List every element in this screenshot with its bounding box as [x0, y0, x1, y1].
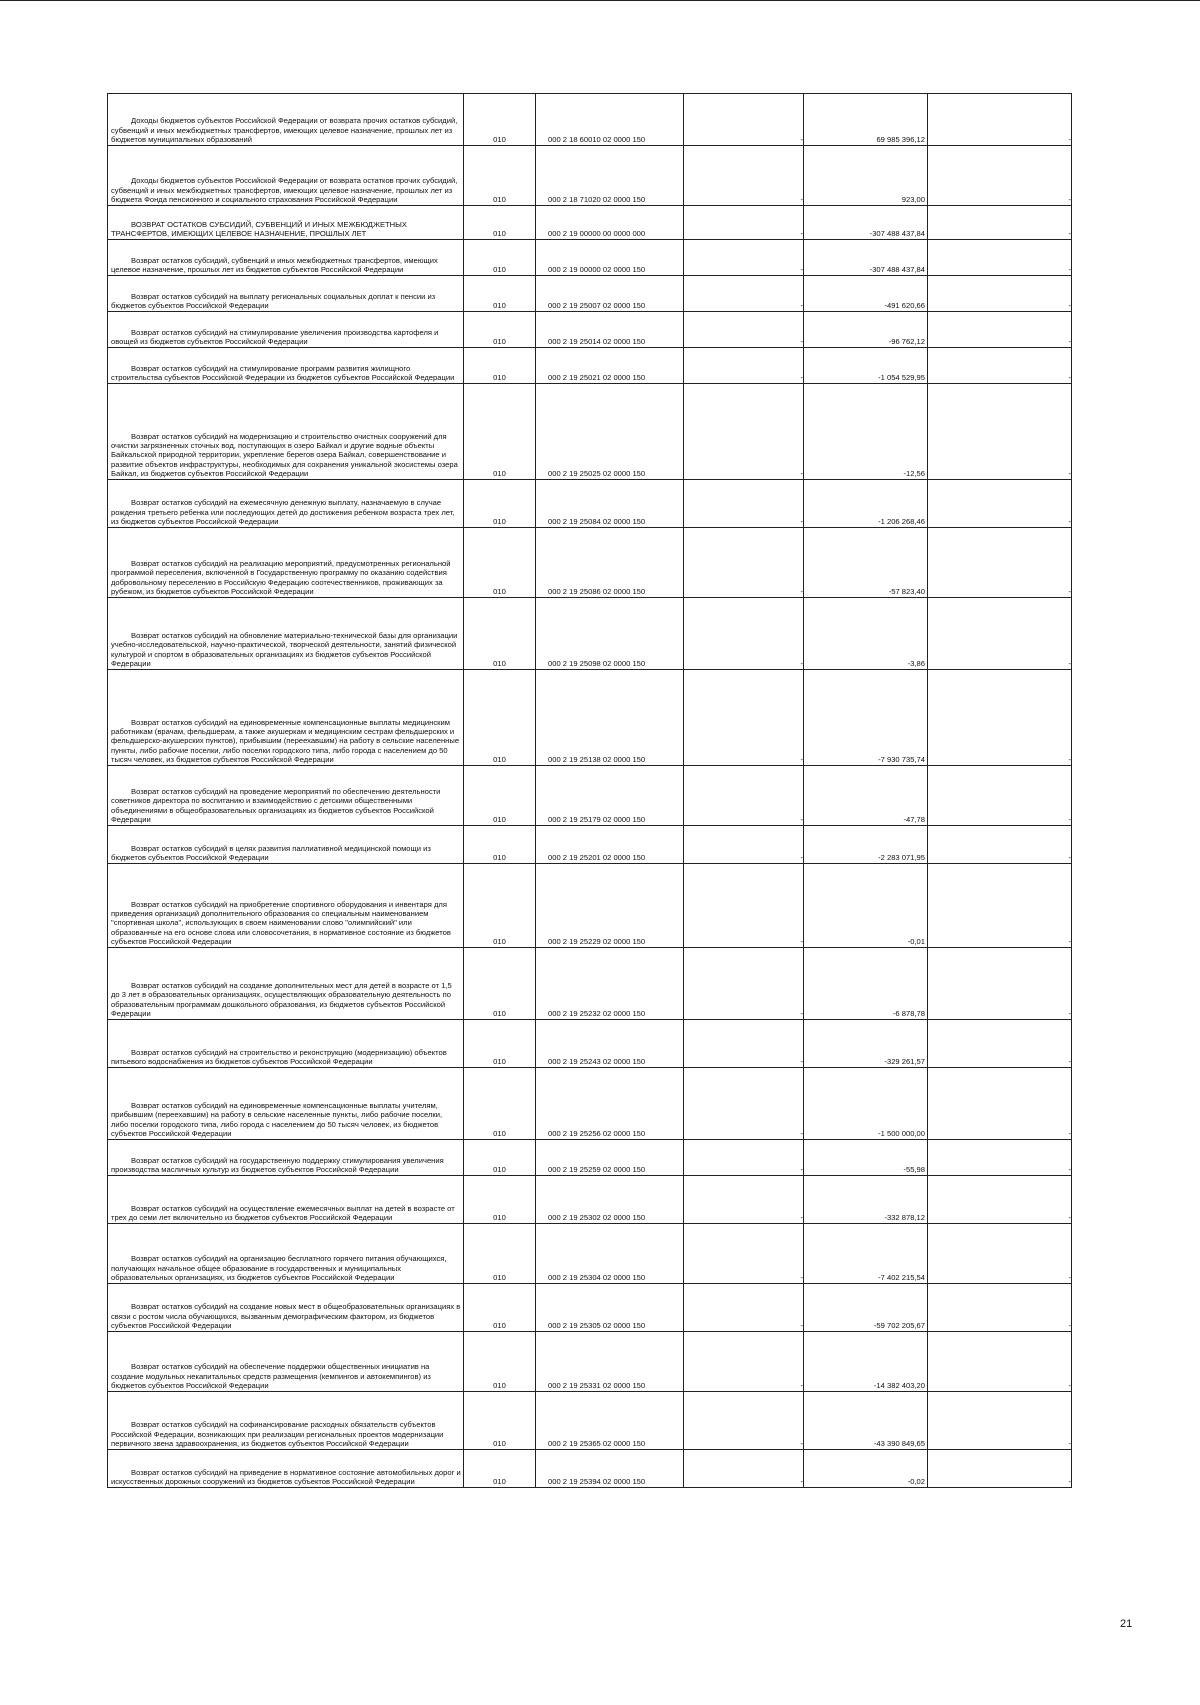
row-unexecuted-amount: -: [928, 1332, 1072, 1392]
row-description-text: Возврат остатков субсидий на осуществление ежемесячных выплат на детей в возрасте от трех до семи лет включительно из бюджетов субъектов Российской Федерации: [111, 1203, 455, 1222]
row-description: [108, 948, 464, 1020]
row-approved-amount: -: [684, 206, 804, 240]
row-description-text: Возврат остатков субсидий в целях развития паллиативной медицинской помощи из бюджетов субъектов Российской Федерации: [111, 843, 431, 862]
row-line-code: 010: [464, 864, 536, 948]
table-row: [108, 240, 1072, 276]
row-description: [108, 1020, 464, 1068]
row-approved-amount: -: [684, 1140, 804, 1176]
row-unexecuted-amount: -: [928, 1284, 1072, 1332]
row-budget-classification-code: 000 2 19 25256 02 0000 150: [536, 1068, 684, 1140]
row-line-code: 010: [464, 1176, 536, 1224]
row-description: [108, 276, 464, 312]
row-approved-amount: -: [684, 348, 804, 384]
table-row: [108, 206, 1072, 240]
row-line-code: 010: [464, 1068, 536, 1140]
row-executed-amount: -1 206 268,46: [804, 480, 928, 528]
row-approved-amount: -: [684, 1176, 804, 1224]
table-row: [108, 1176, 1072, 1224]
row-executed-amount: -3,86: [804, 598, 928, 670]
row-description-text: Возврат остатков субсидий на проведение мероприятий по обеспечению деятельности советников директора по воспитанию и взаимодействию с детскими общественными объединениями в общеобразовательных организациях из бюджетов субъектов Российской Федерации: [111, 787, 441, 824]
row-approved-amount: -: [684, 1224, 804, 1284]
table-row: [108, 1140, 1072, 1176]
row-budget-classification-code: 000 2 19 25259 02 0000 150: [536, 1140, 684, 1176]
row-description: [108, 348, 464, 384]
row-budget-classification-code: 000 2 19 25098 02 0000 150: [536, 598, 684, 670]
row-unexecuted-amount: -: [928, 1020, 1072, 1068]
row-approved-amount: -: [684, 864, 804, 948]
row-description: [108, 146, 464, 206]
row-approved-amount: -: [684, 598, 804, 670]
row-description-text: Возврат остатков субсидий на единовременные компенсационные выплаты медицинским работникам (врачам, фельдшерам, а также акушеркам и медицинским сестрам фельдшерских и фельдшерско-акушерских пунктов), прибывшим (переехавшим) на работу в сельские населенные пункты, либо рабочие поселки, либо поселки городского типа, либо города с населением до 50 тысяч человек, из бюджетов субъектов Российской Федерации: [111, 717, 460, 764]
row-executed-amount: -329 261,57: [804, 1020, 928, 1068]
table-row: [108, 1224, 1072, 1284]
row-line-code: 010: [464, 1140, 536, 1176]
table-row: [108, 348, 1072, 384]
row-line-code: 010: [464, 206, 536, 240]
table-row: [108, 826, 1072, 864]
row-unexecuted-amount: -: [928, 348, 1072, 384]
row-description-text: Возврат остатков субсидий, субвенций и иных межбюджетных трансфертов, имеющих целевое назначение, прошлых лет из бюджетов субъектов Российской Федерации: [111, 255, 438, 274]
row-unexecuted-amount: -: [928, 766, 1072, 826]
row-budget-classification-code: 000 2 19 25232 02 0000 150: [536, 948, 684, 1020]
row-budget-classification-code: 000 2 18 60010 02 0000 150: [536, 94, 684, 146]
row-description: [108, 1224, 464, 1284]
row-executed-amount: -307 488 437,84: [804, 206, 928, 240]
row-line-code: 010: [464, 240, 536, 276]
row-unexecuted-amount: -: [928, 826, 1072, 864]
row-budget-classification-code: 000 2 19 25014 02 0000 150: [536, 312, 684, 348]
row-budget-classification-code: 000 2 19 25007 02 0000 150: [536, 276, 684, 312]
row-description: [108, 670, 464, 766]
row-line-code: 010: [464, 826, 536, 864]
row-executed-amount: -57 823,40: [804, 528, 928, 598]
row-description: [108, 480, 464, 528]
row-approved-amount: -: [684, 826, 804, 864]
row-budget-classification-code: 000 2 19 25021 02 0000 150: [536, 348, 684, 384]
row-budget-classification-code: 000 2 18 71020 02 0000 150: [536, 146, 684, 206]
row-executed-amount: -491 620,66: [804, 276, 928, 312]
table-row: [108, 1020, 1072, 1068]
row-description-text: Возврат остатков субсидий на создание новых мест в общеобразовательных организациях в связи с ростом числа обучающихся, вызванным демографическим фактором, из бюджетов субъектов Российской Федерации: [111, 1302, 461, 1330]
row-description: [108, 864, 464, 948]
row-line-code: 010: [464, 384, 536, 480]
row-description-text: Возврат остатков субсидий на единовременные компенсационные выплаты учителям, прибывшим (переехавшим) на работу в сельские населенные пункты, либо рабочие поселки, либо поселки городского типа, либо города с населением до 50 тысяч человек, из бюджетов субъектов Российской Федерации: [111, 1101, 443, 1138]
row-description: [108, 206, 464, 240]
row-executed-amount: -6 878,78: [804, 948, 928, 1020]
row-line-code: 010: [464, 670, 536, 766]
row-executed-amount: -43 390 849,65: [804, 1392, 928, 1450]
row-approved-amount: -: [684, 312, 804, 348]
row-description-text: Возврат остатков субсидий на стимулирование программ развития жилищного строительства субъектов Российской Федерации из бюджетов субъектов Российской Федерации: [111, 363, 455, 382]
row-budget-classification-code: 000 2 19 25243 02 0000 150: [536, 1020, 684, 1068]
row-unexecuted-amount: -: [928, 94, 1072, 146]
row-approved-amount: -: [684, 1332, 804, 1392]
row-description: [108, 766, 464, 826]
row-description-text: Возврат остатков субсидий на приведение в нормативное состояние автомобильных дорог и искусственных дорожных сооружений из бюджетов субъектов Российской Федерации: [111, 1467, 461, 1486]
row-description-text: Возврат остатков субсидий на приобретение спортивного оборудования и инвентаря для приведения организаций дополнительного образования со специальным наименованием "спортивная школа", использующих в своем наименовании слово "олимпийский" или образованные на его основе слова или словосочетания, в нормативное состояние из бюджетов субъектов Российской Федерации: [111, 899, 451, 946]
row-line-code: 010: [464, 1332, 536, 1392]
row-description-text: Возврат остатков субсидий на выплату региональных социальных доплат к пенсии из бюджетов субъектов Российской Федерации: [111, 291, 436, 310]
row-budget-classification-code: 000 2 19 25331 02 0000 150: [536, 1332, 684, 1392]
row-executed-amount: 69 985 396,12: [804, 94, 928, 146]
row-description: [108, 1392, 464, 1450]
row-line-code: 010: [464, 948, 536, 1020]
row-budget-classification-code: 000 2 19 25201 02 0000 150: [536, 826, 684, 864]
row-description: [108, 312, 464, 348]
row-unexecuted-amount: -: [928, 1176, 1072, 1224]
row-unexecuted-amount: -: [928, 598, 1072, 670]
row-line-code: 010: [464, 312, 536, 348]
row-approved-amount: -: [684, 240, 804, 276]
row-description-text: Возврат остатков субсидий на строительство и реконструкцию (модернизацию) объектов питьевого водоснабжения из бюджетов субъектов Российской Федерации: [111, 1047, 447, 1066]
row-description-text: Доходы бюджетов субъектов Российской Федерации от возврата прочих остатков субсидий, субвенций и иных межбюджетных трансфертов, имеющих целевое назначение, прошлых лет из бюджетов муниципальных образований: [111, 116, 458, 144]
row-description-text: Возврат остатков субсидий на обеспечение поддержки общественных инициатив на создание модульных некапитальных средств размещения (кемпингов и автокемпингов) из бюджетов субъектов Российской Федерации: [111, 1362, 431, 1390]
row-executed-amount: -0,02: [804, 1450, 928, 1488]
row-approved-amount: -: [684, 384, 804, 480]
row-unexecuted-amount: -: [928, 864, 1072, 948]
row-description: [108, 826, 464, 864]
row-executed-amount: -96 762,12: [804, 312, 928, 348]
row-unexecuted-amount: -: [928, 1392, 1072, 1450]
row-description-text: Возврат остатков субсидий на ежемесячную денежную выплату, назначаемую в случае рождения третьего ребенка или последующих детей до достижения ребенком возраста трех лет, из бюджетов субъектов Российской Федерации: [111, 498, 455, 526]
table-row: [108, 1284, 1072, 1332]
row-unexecuted-amount: -: [928, 670, 1072, 766]
row-budget-classification-code: 000 2 19 25304 02 0000 150: [536, 1224, 684, 1284]
row-approved-amount: -: [684, 146, 804, 206]
row-executed-amount: -2 283 071,95: [804, 826, 928, 864]
row-description-text: ВОЗВРАТ ОСТАТКОВ СУБСИДИЙ, СУБВЕНЦИЙ И ИНЫХ МЕЖБЮДЖЕТНЫХ ТРАНСФЕРТОВ, ИМЕЮЩИХ ЦЕЛЕВОЕ НАЗНАЧЕНИЕ, ПРОШЛЫХ ЛЕТ: [111, 219, 407, 238]
table-row: [108, 276, 1072, 312]
row-line-code: 010: [464, 480, 536, 528]
row-approved-amount: -: [684, 948, 804, 1020]
page-number: 21: [1120, 1618, 1133, 1630]
row-description: [108, 1450, 464, 1488]
row-approved-amount: -: [684, 1068, 804, 1140]
row-description: [108, 1176, 464, 1224]
table-body: [108, 94, 1072, 1488]
table-row: [108, 480, 1072, 528]
row-budget-classification-code: 000 2 19 25179 02 0000 150: [536, 766, 684, 826]
row-line-code: 010: [464, 1450, 536, 1488]
table-row: [108, 312, 1072, 348]
table-row: [108, 94, 1072, 146]
row-description: [108, 1068, 464, 1140]
row-approved-amount: -: [684, 528, 804, 598]
row-budget-classification-code: 000 2 19 25302 02 0000 150: [536, 1176, 684, 1224]
table-row: [108, 948, 1072, 1020]
row-description: [108, 240, 464, 276]
row-executed-amount: -12,56: [804, 384, 928, 480]
row-unexecuted-amount: -: [928, 276, 1072, 312]
row-approved-amount: -: [684, 1450, 804, 1488]
row-description-text: Возврат остатков субсидий на стимулирование увеличения производства картофеля и овощей из бюджетов субъектов Российской Федерации: [111, 327, 439, 346]
table-row: [108, 864, 1072, 948]
table-row: [108, 1332, 1072, 1392]
row-line-code: 010: [464, 1284, 536, 1332]
row-approved-amount: -: [684, 94, 804, 146]
row-description-text: Возврат остатков субсидий на обновление материально-технической базы для организации учебно-исследовательской, научно-практической, творческой деятельности, занятий физической культурой и спортом в образовательных организациях из бюджетов субъектов Российской Федерации: [111, 631, 458, 668]
row-description: [108, 384, 464, 480]
table-row: [108, 1068, 1072, 1140]
row-approved-amount: -: [684, 1284, 804, 1332]
row-unexecuted-amount: -: [928, 1224, 1072, 1284]
row-budget-classification-code: 000 2 19 25025 02 0000 150: [536, 384, 684, 480]
row-unexecuted-amount: -: [928, 1068, 1072, 1140]
row-line-code: 010: [464, 1020, 536, 1068]
row-unexecuted-amount: -: [928, 948, 1072, 1020]
row-line-code: 010: [464, 348, 536, 384]
row-budget-classification-code: 000 2 19 25229 02 0000 150: [536, 864, 684, 948]
row-unexecuted-amount: -: [928, 1450, 1072, 1488]
row-budget-classification-code: 000 2 19 00000 00 0000 000: [536, 206, 684, 240]
row-approved-amount: -: [684, 276, 804, 312]
row-executed-amount: -0,01: [804, 864, 928, 948]
row-line-code: 010: [464, 276, 536, 312]
row-unexecuted-amount: -: [928, 146, 1072, 206]
table-row: [108, 1392, 1072, 1450]
row-description-text: Возврат остатков субсидий на организацию бесплатного горячего питания обучающихся, получающих начальное общее образование в государственных и муниципальных образовательных организациях, из бюджетов субъектов Российской Федерации: [111, 1254, 447, 1282]
row-executed-amount: -59 702 205,67: [804, 1284, 928, 1332]
row-line-code: 010: [464, 94, 536, 146]
table-row: [108, 146, 1072, 206]
row-description: [108, 598, 464, 670]
row-description-text: Возврат остатков субсидий на софинансирование расходных обязательств субъектов Российской Федерации, возникающих при реализации региональных проектов модернизации первичного звена здравоохранения, из бюджетов субъектов Российской Федерации: [111, 1420, 444, 1448]
row-budget-classification-code: 000 2 19 25138 02 0000 150: [536, 670, 684, 766]
row-approved-amount: -: [684, 766, 804, 826]
row-unexecuted-amount: -: [928, 1140, 1072, 1176]
row-executed-amount: -47,78: [804, 766, 928, 826]
row-budget-classification-code: 000 2 19 25084 02 0000 150: [536, 480, 684, 528]
row-executed-amount: -1 054 529,95: [804, 348, 928, 384]
row-executed-amount: -14 382 403,20: [804, 1332, 928, 1392]
row-unexecuted-amount: -: [928, 480, 1072, 528]
row-budget-classification-code: 000 2 19 00000 02 0000 150: [536, 240, 684, 276]
row-description-text: Возврат остатков субсидий на реализацию мероприятий, предусмотренных региональной программой переселения, включенной в Государственную программу по оказанию содействия добровольному переселению в Российскую Федерацию соотечественников, проживающих за рубежом, из бюджетов субъектов Российской Федерации: [111, 559, 451, 596]
table-row: [108, 670, 1072, 766]
row-description: [108, 1284, 464, 1332]
row-unexecuted-amount: -: [928, 384, 1072, 480]
row-budget-classification-code: 000 2 19 25365 02 0000 150: [536, 1392, 684, 1450]
row-description: [108, 528, 464, 598]
row-executed-amount: -307 488 437,84: [804, 240, 928, 276]
table-row: [108, 528, 1072, 598]
table-row: [108, 766, 1072, 826]
row-budget-classification-code: 000 2 19 25086 02 0000 150: [536, 528, 684, 598]
row-description: [108, 1332, 464, 1392]
row-executed-amount: -7 930 735,74: [804, 670, 928, 766]
row-line-code: 010: [464, 598, 536, 670]
row-executed-amount: 923,00: [804, 146, 928, 206]
row-executed-amount: -1 500 000,00: [804, 1068, 928, 1140]
row-description-text: Возврат остатков субсидий на государственную поддержку стимулирования увеличения производства масличных культур из бюджетов субъектов Российской Федерации: [111, 1155, 444, 1174]
row-unexecuted-amount: -: [928, 240, 1072, 276]
row-approved-amount: -: [684, 670, 804, 766]
row-line-code: 010: [464, 146, 536, 206]
row-description-text: Возврат остатков субсидий на модернизацию и строительство очистных сооружений для очистки загрязненных сточных вод, поступающих в озеро Байкал и другие водные объекты Байкальской природной территории, укрепление берегов озера Байкал, совершенствование и развитие объектов инфраструктуры, необходимых для сохранения уникальной экосистемы озера Байкал, из бюджетов субъектов Российской Федерации: [111, 431, 458, 478]
budget-revenue-table: [107, 93, 1072, 1488]
row-unexecuted-amount: -: [928, 312, 1072, 348]
top-rule: [0, 0, 1200, 1]
row-executed-amount: -55,98: [804, 1140, 928, 1176]
row-description-text: Доходы бюджетов субъектов Российской Федерации от возврата остатков прочих субсидий, субвенций и иных межбюджетных трансфертов, имеющих целевое назначение, прошлых лет из бюджета Фонда пенсионного и социального страхования Российской Федерации: [111, 176, 458, 204]
row-budget-classification-code: 000 2 19 25394 02 0000 150: [536, 1450, 684, 1488]
table-row: [108, 1450, 1072, 1488]
row-description: [108, 94, 464, 146]
row-description: [108, 1140, 464, 1176]
table-row: [108, 384, 1072, 480]
row-executed-amount: -7 402 215,54: [804, 1224, 928, 1284]
row-line-code: 010: [464, 1224, 536, 1284]
row-line-code: 010: [464, 766, 536, 826]
row-executed-amount: -332 878,12: [804, 1176, 928, 1224]
row-line-code: 010: [464, 528, 536, 598]
table-row: [108, 598, 1072, 670]
row-budget-classification-code: 000 2 19 25305 02 0000 150: [536, 1284, 684, 1332]
row-unexecuted-amount: -: [928, 206, 1072, 240]
row-approved-amount: -: [684, 480, 804, 528]
row-approved-amount: -: [684, 1392, 804, 1450]
row-line-code: 010: [464, 1392, 536, 1450]
row-approved-amount: -: [684, 1020, 804, 1068]
row-description-text: Возврат остатков субсидий на создание дополнительных мест для детей в возрасте от 1,5 до 3 лет в образовательных организациях, осуществляющих образовательную деятельность по образовательным программам дошкольного образования, из бюджетов субъектов Российской Федерации: [111, 981, 452, 1018]
row-unexecuted-amount: -: [928, 528, 1072, 598]
